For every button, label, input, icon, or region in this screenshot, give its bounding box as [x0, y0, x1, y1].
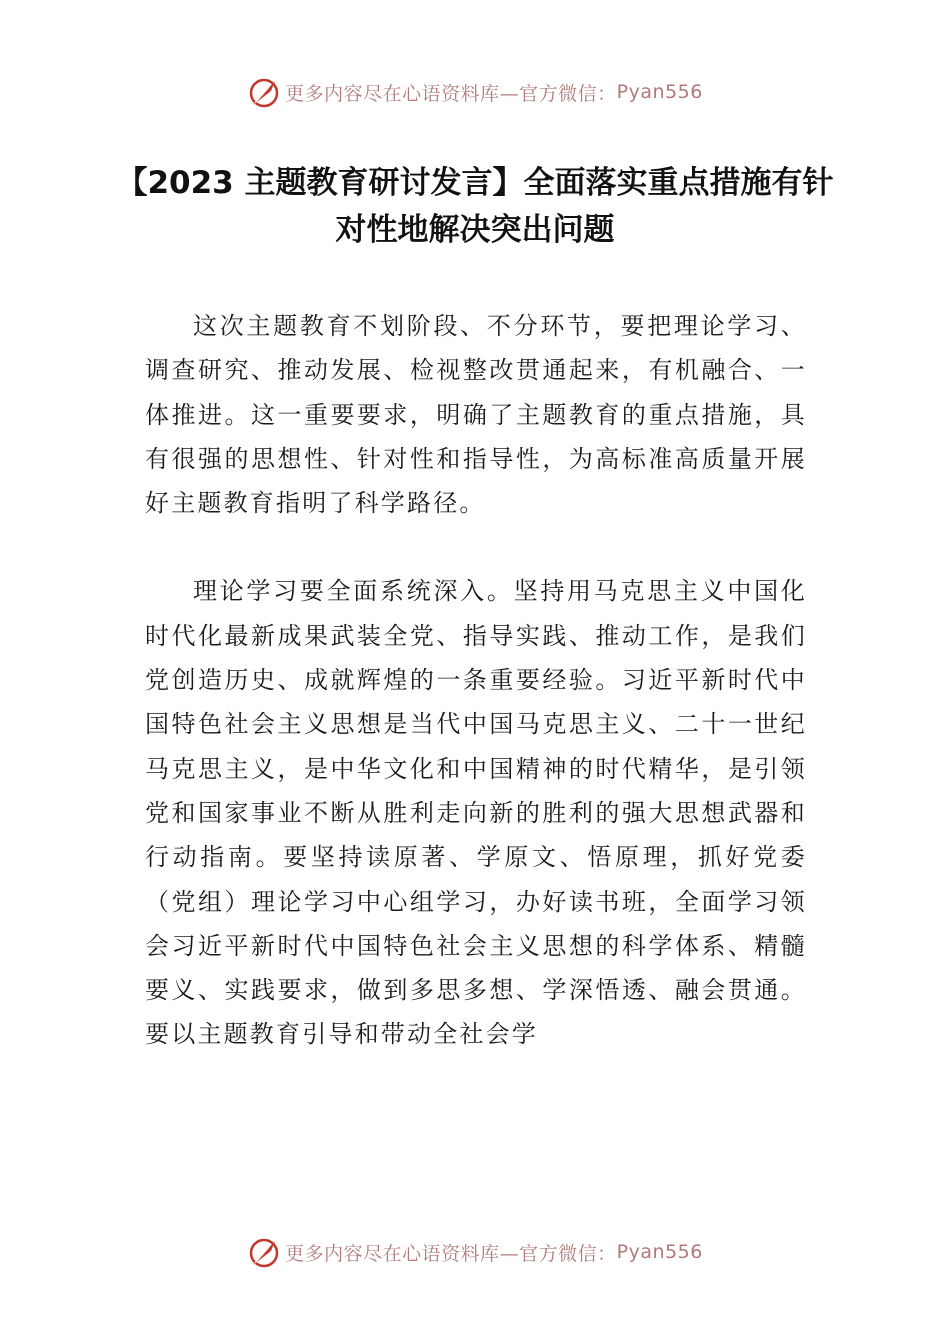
wechat-id: Pyan556 [616, 1241, 703, 1263]
quill-logo-icon [247, 1235, 281, 1269]
paragraph-2: 理论学习要全面系统深入。坚持用马克思主义中国化时代化最新成果武装全党、指导实践、推动工作，是我们党创造历史、成就辉煌的一条重要经验。习近平新时代中国特色社会主义思想是当代中国马克思主义、二十一世纪马克思主义，是中华文化和中国精神的时代精华，是引领党和国家事业不断从胜利走向新的胜利的强大思想武器和行动指南。要坚持读原著、学原文、悟原理，抓好党委（党组）理论学习中心组学习，办好读书班，全面学习领会习近平新时代中国特色社会主义思想的科学体系、精髓要义、实践要求，做到多思多想、学深悟透、融会贯通。要以主题教育引导和带动全社会学 [145, 577, 807, 1049]
document-body [145, 304, 807, 1057]
banner-text: 更多内容尽在心语资料库—官方微信： [285, 1242, 617, 1265]
footer-watermark-banner [0, 1232, 950, 1272]
banner-text: 更多内容尽在心语资料库—官方微信： [285, 82, 617, 105]
quill-logo-icon [247, 75, 281, 109]
paragraph-1: 这次主题教育不划阶段、不分环节，要把理论学习、调查研究、推动发展、检视整改贯通起来，有机融合、一体推进。这一重要要求，明确了主题教育的重点措施，具有很强的思想性、针对性和指导性，为高标准高质量开展好主题教育指明了科学路径。 [145, 312, 807, 518]
header-watermark-banner [0, 72, 950, 112]
document-title: 【2023 主题教育研讨发言】全面落实重点措施有针对性地解决突出问题 [116, 165, 834, 248]
wechat-id: Pyan556 [616, 81, 703, 103]
